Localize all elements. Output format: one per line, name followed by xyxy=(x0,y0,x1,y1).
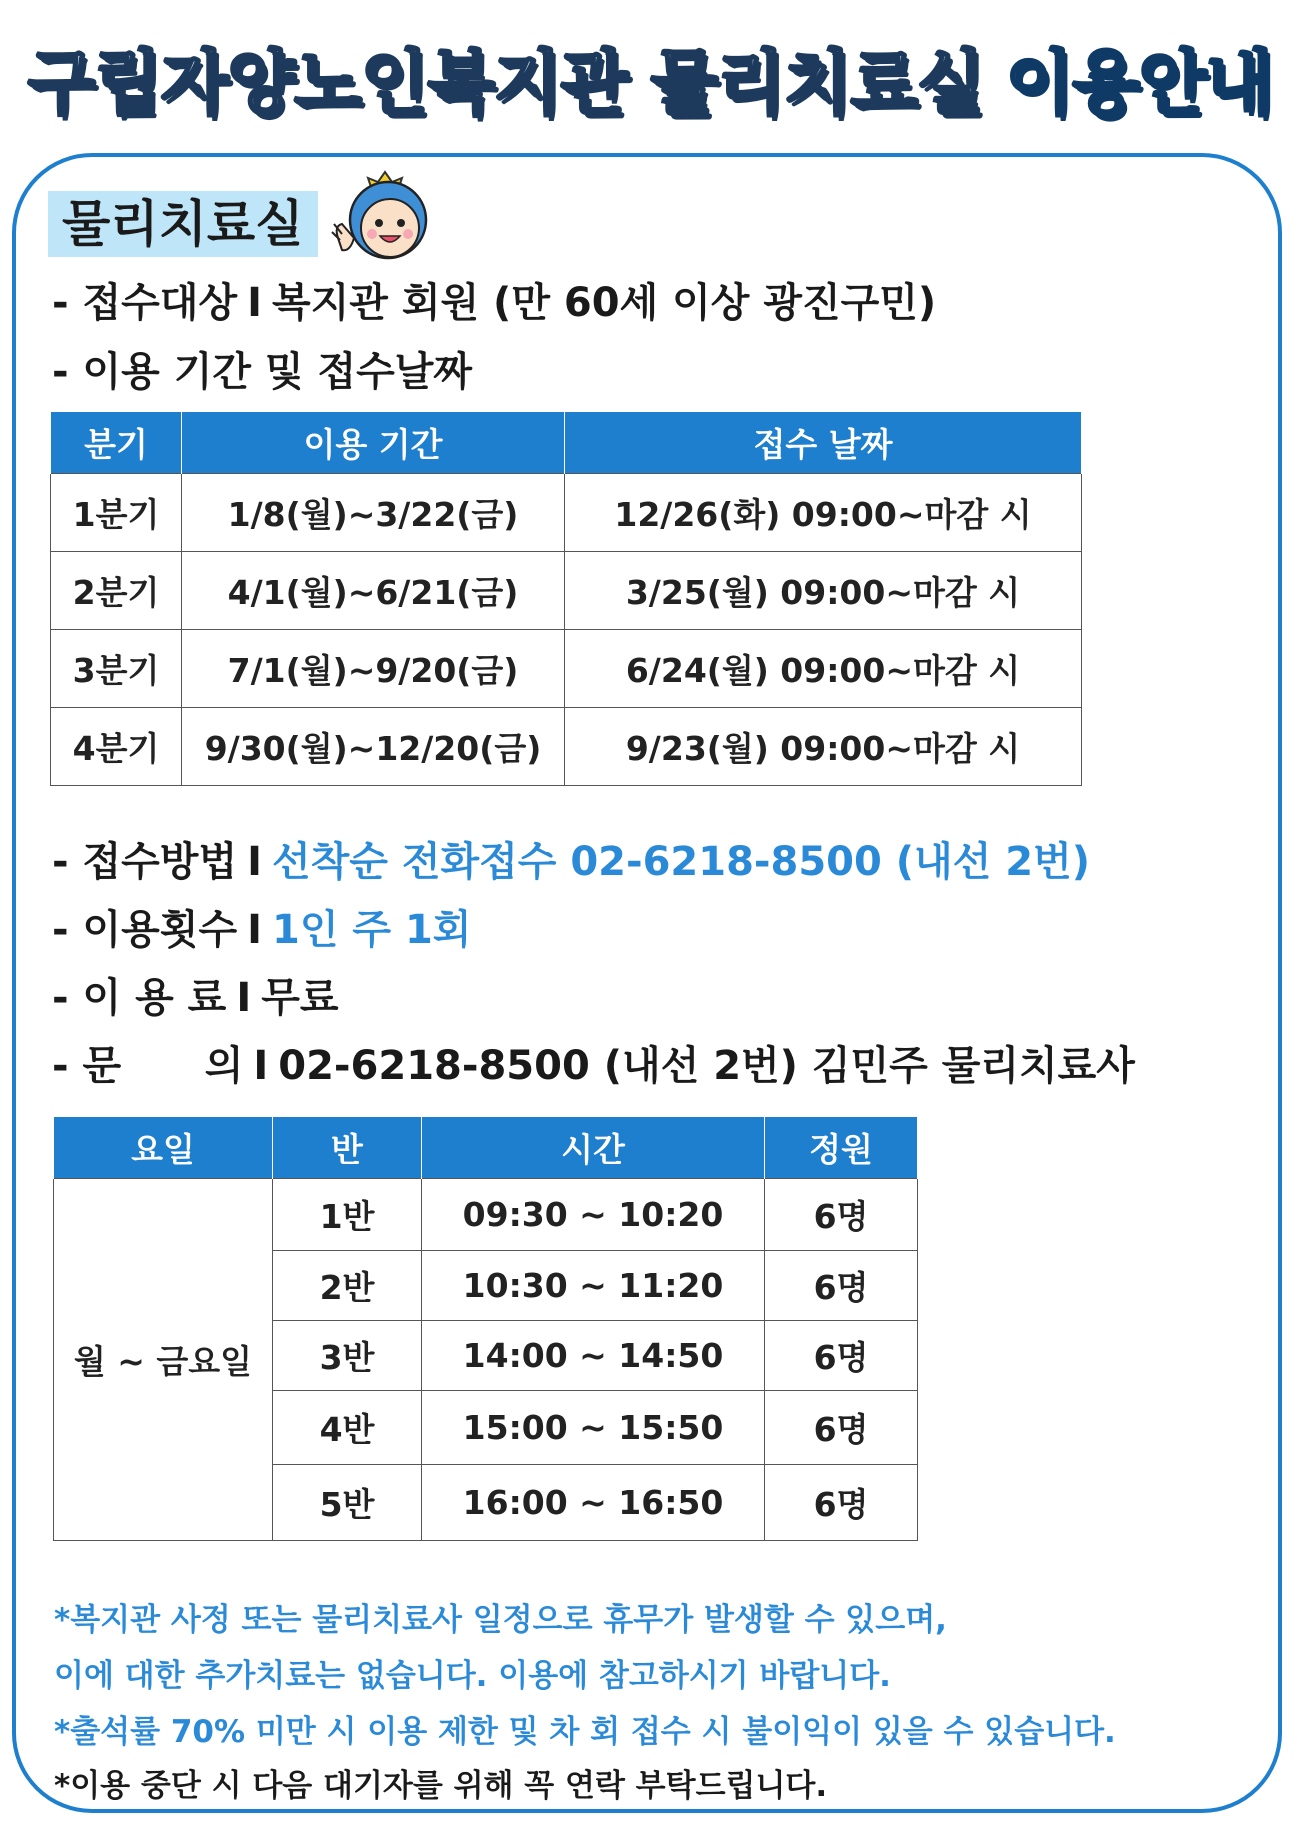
table-row: 1분기 1/8(월)~3/22(금) 12/26(화) 09:00~마감 시 xyxy=(51,474,1082,552)
table-row: 월 ~ 금요일 1반 09:30 ~ 10:20 6명 xyxy=(54,1179,918,1251)
header-capacity: 정원 xyxy=(765,1117,918,1179)
note-attendance: *출석률 70% 미만 시 이용 제한 및 차 회 접수 시 불이익이 있을 수 있습니다. xyxy=(54,1714,1116,1750)
title-main: 구립자양노인복지관 물리치료실 xyxy=(27,41,984,124)
header-period: 이용 기간 xyxy=(182,412,565,474)
table-row: 3반 14:00 ~ 14:50 6명 xyxy=(54,1321,918,1391)
table-row: 2반 10:30 ~ 11:20 6명 xyxy=(54,1251,918,1321)
info-contact: - 문 의 I 02-6218-8500 (내선 2번) 김민주 물리치료사 xyxy=(52,1043,1135,1089)
header-date: 접수 날짜 xyxy=(565,412,1082,474)
class-table xyxy=(53,1116,918,1541)
mascot-face-icon xyxy=(330,168,440,268)
title-highlight: 이용안내 xyxy=(1005,41,1273,124)
info-period: - 이용 기간 및 접수날짜 xyxy=(52,349,473,395)
table-row: 3분기 7/1(월)~9/20(금) 6/24(월) 09:00~마감 시 xyxy=(51,630,1082,708)
info-fee: - 이 용 료 I 무료 xyxy=(52,975,339,1021)
header-time: 시간 xyxy=(422,1117,765,1179)
info-method: - 접수방법 I 선착순 전화접수 02-6218-8500 (내선 2번) xyxy=(52,839,1091,885)
header-day: 요일 xyxy=(54,1117,273,1179)
day-cell: 월 ~ 금요일 xyxy=(54,1179,273,1541)
table-row: 4분기 9/30(월)~12/20(금) 9/23(월) 09:00~마감 시 xyxy=(51,708,1082,786)
note-contact: *이용 중단 시 다음 대기자를 위해 꼭 연락 부탁드립니다. xyxy=(54,1768,828,1804)
info-count: - 이용횟수 I 1인 주 1회 xyxy=(52,907,472,953)
class-table-header xyxy=(54,1117,918,1179)
table-row: 2분기 4/1(월)~6/21(금) 3/25(월) 09:00~마감 시 xyxy=(51,552,1082,630)
header-quarter: 분기 xyxy=(51,412,182,474)
quarter-table xyxy=(50,411,1082,786)
note-closure: *복지관 사정 또는 물리치료사 일정으로 휴무가 발생할 수 있으며, xyxy=(54,1602,947,1638)
table-row: 4반 15:00 ~ 15:50 6명 xyxy=(54,1391,918,1465)
quarter-table-header xyxy=(51,412,1082,474)
section-heading: 물리치료실 xyxy=(48,191,318,257)
table-row: 5반 16:00 ~ 16:50 6명 xyxy=(54,1465,918,1541)
page-title xyxy=(0,22,1300,132)
header-class: 반 xyxy=(273,1117,422,1179)
note-no-extra: 이에 대한 추가치료는 없습니다. 이용에 참고하시기 바랍니다. xyxy=(54,1658,891,1694)
phone-reception: 선착순 전화접수 02-6218-8500 (내선 2번) xyxy=(271,839,1091,885)
info-target: - 접수대상 I 복지관 회원 (만 60세 이상 광진구민) xyxy=(52,280,937,326)
